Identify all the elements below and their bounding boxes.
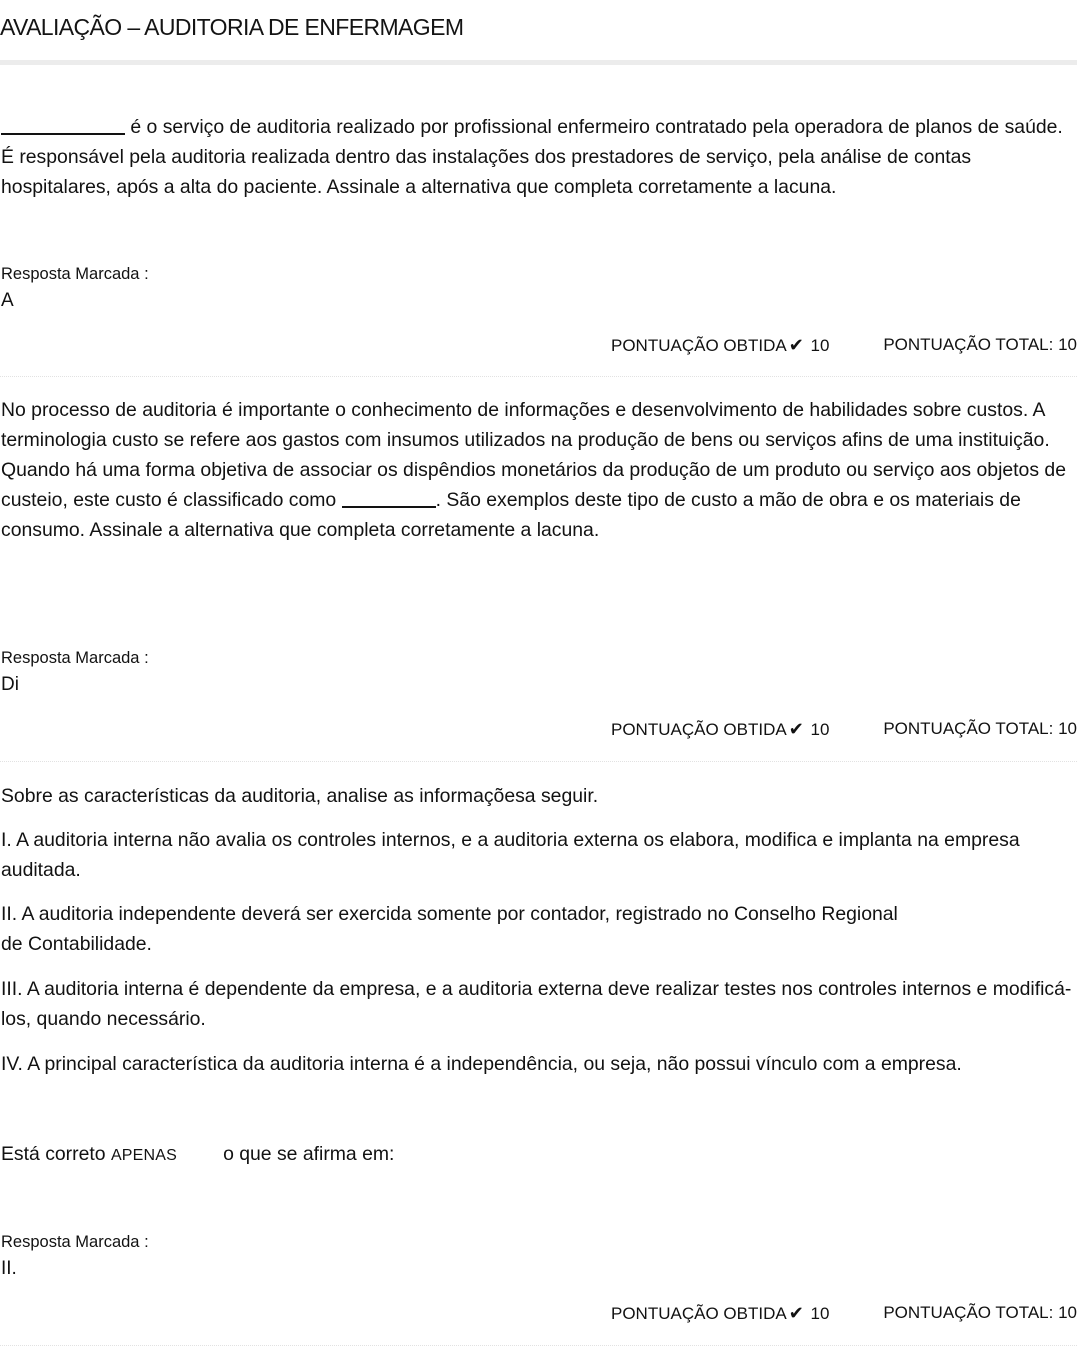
score-obtained-value: 10 [810, 1304, 830, 1323]
check-icon: ✔ [788, 719, 804, 739]
score-obtained [611, 335, 829, 356]
answer-label: Resposta Marcada : [1, 649, 149, 667]
score-total: PONTUAÇÃO TOTAL: 10 [883, 335, 1077, 354]
score-obtained [611, 1303, 829, 1324]
prompt-emphasis: APENAS [110, 1147, 178, 1164]
question-divider [0, 376, 1077, 377]
check-icon: ✔ [788, 335, 804, 355]
question-divider [0, 1345, 1077, 1346]
question-3-item-3: III. A auditoria interna é dependente da empresa, e a auditoria externa deve realizar testes nos controles internos e modificá-los, quando necessário. [1, 978, 1072, 1030]
title-divider [0, 60, 1077, 65]
score-obtained [611, 719, 829, 740]
score-row [0, 719, 1077, 743]
answer-value: Di [1, 674, 19, 695]
score-row [0, 1303, 1077, 1327]
question-3-item-1: I. A auditoria interna não avalia os controles internos, e a auditoria externa os elabora, modifica e implanta na empresa auditada. [1, 829, 1020, 881]
answer-label: Resposta Marcada : [1, 265, 149, 283]
score-obtained-label: PONTUAÇÃO OBTIDA [611, 1304, 787, 1323]
question-2-statement-end: . São exemplos deste tipo de custo a mão de obra e os materiais de consumo. Assinale a alternativa que completa corretamente a lacuna. [1, 489, 1021, 541]
score-obtained-label: PONTUAÇÃO OBTIDA [611, 336, 787, 355]
question-2-text [1, 395, 1077, 545]
question-3-item-2: II. A auditoria independente deverá ser exercida somente por contador, registrado no Conselho Regional [1, 903, 898, 925]
check-icon: ✔ [788, 1303, 804, 1323]
prompt-end: o que se afirma em: [223, 1143, 395, 1165]
blank-line [342, 488, 436, 508]
score-row [0, 335, 1077, 359]
prompt-start: Está correto [1, 1143, 111, 1165]
question-2-statement-start: No processo de auditoria é importante o conhecimento de informações e desenvolvimento de habilidades sobre custos. A terminologia custo se refere aos gastos com insumos utilizados na produção de bens ou serviços afins de uma instituição. Quando há uma forma objetiva de associar os dispêndios monetários da produção de um produto ou serviço aos objetos de custeio, este custo é classificado como [1, 399, 1066, 511]
question-3-item-2-cont: de Contabilidade. [1, 933, 152, 955]
answer-label: Resposta Marcada : [1, 1233, 149, 1251]
score-obtained-label: PONTUAÇÃO OBTIDA [611, 720, 787, 739]
score-total: PONTUAÇÃO TOTAL: 10 [883, 719, 1077, 738]
score-obtained-value: 10 [810, 720, 830, 739]
question-1-text [1, 112, 1077, 202]
page-title: AVALIAÇÃO – AUDITORIA DE ENFERMAGEM [0, 14, 464, 40]
blank-line [1, 115, 125, 135]
question-3-prompt [1, 1139, 1077, 1171]
score-total: PONTUAÇÃO TOTAL: 10 [883, 1303, 1077, 1322]
answer-value: II. [1, 1258, 17, 1279]
answer-value: A [1, 290, 14, 311]
question-3-item-4: IV. A principal característica da auditoria interna é a independência, ou seja, não possui vínculo com a empresa. [1, 1053, 962, 1075]
question-1-statement: é o serviço de auditoria realizado por profissional enfermeiro contratado pela operadora de planos de saúde. É responsável pela auditoria realizada dentro das instalações dos prestadores de serviço, pela análise de contas hospitalares, após a alta do paciente. Assinale a alternativa que completa corretamente a lacuna. [1, 116, 1063, 198]
score-obtained-value: 10 [810, 336, 830, 355]
question-divider [0, 761, 1077, 762]
question-3-intro: Sobre as características da auditoria, analise as informaçõesa seguir. [1, 785, 599, 807]
